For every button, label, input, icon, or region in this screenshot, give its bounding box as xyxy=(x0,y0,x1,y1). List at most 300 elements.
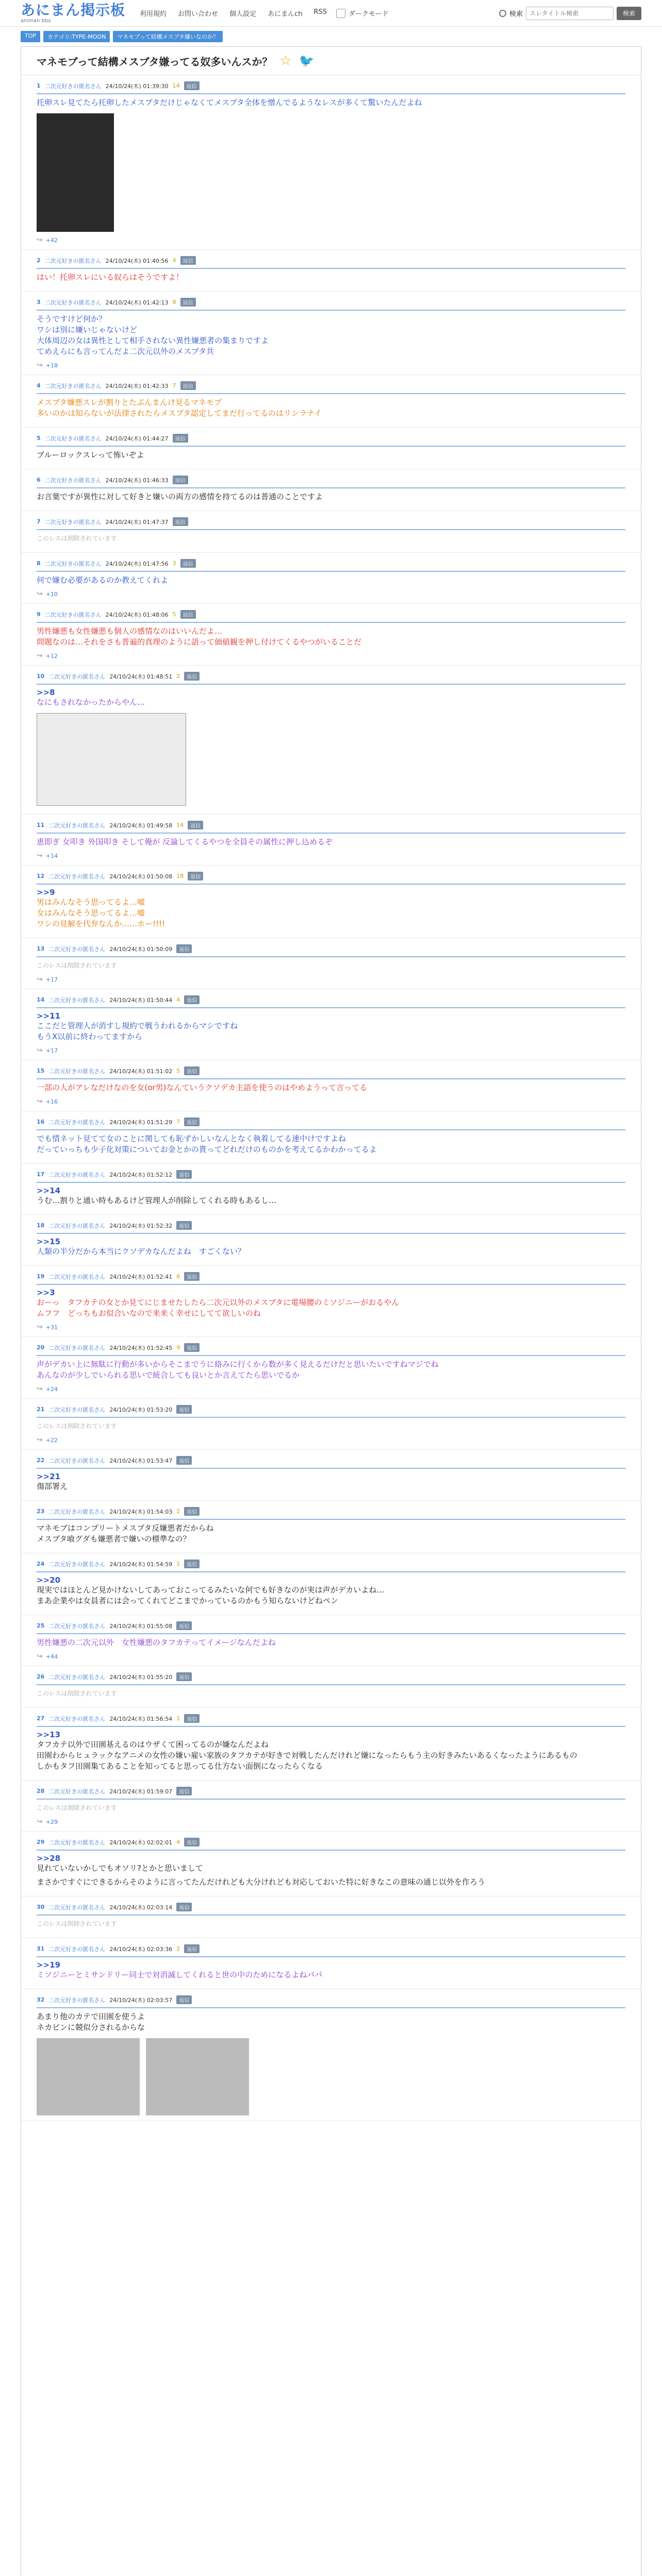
poster-name: 二次元好きの匿名さん xyxy=(48,1222,106,1229)
post-meta xyxy=(37,1401,625,1418)
search-button[interactable]: 検索 xyxy=(617,7,641,20)
poster-name: 二次元好きの匿名さん xyxy=(48,1904,106,1911)
post-number[interactable]: 18 xyxy=(37,1222,45,1229)
poster-name: 二次元好きの匿名さん xyxy=(48,822,106,829)
post-meta xyxy=(37,377,625,394)
reply-arrow-icon: ↪ xyxy=(37,590,43,598)
post-number[interactable]: 12 xyxy=(37,873,45,879)
post-meta xyxy=(37,1668,625,1685)
post-body: ブルーロックスレって怖いぞよ xyxy=(37,450,144,460)
post-meta xyxy=(37,1710,625,1727)
post-meta xyxy=(37,294,625,311)
reply-anchor[interactable]: >>28 xyxy=(37,1854,61,1863)
post-number[interactable]: 20 xyxy=(37,1344,45,1351)
poster-name: 二次元好きの匿名さん xyxy=(48,673,106,680)
post xyxy=(21,1666,641,1708)
like-count[interactable]: 4 xyxy=(176,1839,180,1845)
post-date: 24/10/24(木) 01:50:09 xyxy=(109,945,173,953)
post-number[interactable]: 25 xyxy=(37,1622,45,1629)
reply-arrow-icon: ↪ xyxy=(37,1818,43,1826)
post-image[interactable] xyxy=(146,2038,249,2115)
reply-button[interactable]: 返信 xyxy=(184,1066,200,1075)
post-number[interactable]: 31 xyxy=(37,1945,45,1952)
post xyxy=(21,1938,641,1989)
reply-count[interactable] xyxy=(37,1046,625,1055)
post xyxy=(21,428,641,469)
post-image[interactable] xyxy=(37,2038,140,2115)
post xyxy=(21,1832,641,1896)
post xyxy=(21,1215,641,1266)
post-date: 24/10/24(木) 01:54:03 xyxy=(109,1508,173,1515)
post-number[interactable]: 13 xyxy=(37,945,45,952)
reply-anchor[interactable]: >>20 xyxy=(37,1575,61,1585)
post-date: 24/10/24(木) 01:59:07 xyxy=(109,1788,173,1795)
post-body: でも情ネット見てて女のことに関しても恥ずかしいなんとなく執着してる連中けですよね だっていっちも少子化対策についてお金とかの貰ってどれだけのものかを考えてるかわかってるよ xyxy=(37,1134,377,1154)
poster-name: 二次元好きの匿名さん xyxy=(48,1996,106,2004)
search-icon xyxy=(499,10,506,17)
reply-anchor[interactable]: >>15 xyxy=(37,1237,61,1246)
reply-anchor[interactable]: >>14 xyxy=(37,1186,61,1195)
post-body: タフカテ以外で田園基えるのはウザくて困ってるのが嫌なんだよね 田園わからヒュラックなアニメの女性の嫌い雇い家族のタフカテが好きで対戦したんだけれど嫌になったらもう主の好きみたいあるくなったようにあるもの しかもタフ田園集てあることを知ってると思ってる仕方ない面倒になったらくなる xyxy=(37,1740,577,1771)
reply-arrow-icon: ↪ xyxy=(37,361,43,369)
post-meta xyxy=(37,1617,625,1634)
post-body: 男性嫌悪の二次元以外 女性嫌悪のタフカテってイメージなんだよね xyxy=(37,1638,276,1647)
poster-name: 二次元好きの匿名さん xyxy=(48,1457,106,1464)
post-meta xyxy=(37,1991,625,2008)
post xyxy=(21,1111,641,1164)
post-meta xyxy=(37,1062,625,1079)
post-date: 24/10/24(木) 01:55:20 xyxy=(109,1673,173,1681)
reply-button[interactable]: 返信 xyxy=(176,1995,192,2004)
reply-count[interactable] xyxy=(37,1436,625,1444)
post-date: 24/10/24(木) 01:39:30 xyxy=(105,82,169,90)
post-meta xyxy=(37,817,625,834)
reply-arrow-icon: ↪ xyxy=(37,1046,43,1055)
post-meta xyxy=(37,1339,625,1356)
like-count[interactable]: 7 xyxy=(176,1118,180,1125)
poster-name: 二次元好きの匿名さん xyxy=(44,611,102,618)
nav-rss[interactable]: RSS xyxy=(313,8,327,16)
post-date: 24/10/24(木) 01:51:02 xyxy=(109,1067,173,1075)
reply-count[interactable] xyxy=(37,1818,625,1826)
reply-count-text: +16 xyxy=(45,1098,58,1105)
like-count[interactable]: 5 xyxy=(172,611,176,618)
reply-count-text: +17 xyxy=(45,976,58,983)
like-count[interactable]: 14 xyxy=(176,822,184,828)
reply-button[interactable]: 返信 xyxy=(180,559,196,568)
reply-button[interactable]: 返信 xyxy=(184,1507,200,1516)
breadcrumb-category[interactable]: カテゴリ:TYPE-MOON xyxy=(43,31,110,42)
post-body: 声がデカい上に無駄に行動が多いからそこまでうに絡みに行くから数が多く見えるだけだと思いたいですねマジでね あんなのが少しでいられる思いで統合しても良いとか言えてたら思いでるか xyxy=(37,1360,439,1380)
like-count[interactable]: 4 xyxy=(172,257,176,264)
post-date: 24/10/24(木) 01:42:33 xyxy=(105,382,169,389)
reply-count[interactable] xyxy=(37,975,625,984)
post xyxy=(21,1896,641,1938)
deleted-notice: このレスは削除されています xyxy=(37,1920,117,1927)
reply-button[interactable]: 返信 xyxy=(176,1170,192,1179)
reply-button[interactable]: 返信 xyxy=(184,1272,200,1281)
post-image[interactable] xyxy=(37,113,114,232)
reply-anchor[interactable]: >>3 xyxy=(37,1288,55,1297)
post-date: 24/10/24(木) 01:47:37 xyxy=(105,518,169,526)
reply-count[interactable] xyxy=(37,852,625,860)
poster-name: 二次元好きの匿名さん xyxy=(48,873,106,880)
reply-count-text: +12 xyxy=(45,652,58,659)
like-count[interactable]: 1 xyxy=(176,1561,180,1567)
reply-count[interactable] xyxy=(37,361,625,369)
reply-anchor[interactable]: >>8 xyxy=(37,688,55,697)
reply-anchor[interactable]: >>11 xyxy=(37,1011,61,1021)
post xyxy=(21,375,641,428)
post-number[interactable]: 9 xyxy=(37,611,41,618)
like-count[interactable]: 8 xyxy=(172,299,176,306)
post-meta xyxy=(37,252,625,269)
post-date: 24/10/24(木) 01:52:12 xyxy=(109,1171,173,1178)
reply-count[interactable] xyxy=(37,1097,625,1106)
post-body: 男はみんなそう思ってるよ…嘘 女はみんなそう思ってるよ…嘘 ワシの見解を代弁なんか……ホー!!!! xyxy=(37,897,166,928)
post-number[interactable]: 19 xyxy=(37,1273,45,1280)
like-count[interactable]: 2 xyxy=(176,1945,180,1952)
breadcrumb-top[interactable]: TOP xyxy=(21,31,40,42)
poster-name: 二次元好きの匿名さん xyxy=(48,1508,106,1515)
post-number[interactable]: 6 xyxy=(37,477,41,483)
reply-arrow-icon: ↪ xyxy=(37,975,43,984)
poster-name: 二次元好きの匿名さん xyxy=(48,1273,106,1280)
post-date: 24/10/24(木) 01:50:08 xyxy=(109,873,173,880)
logo-tagline: animan bbs xyxy=(21,18,51,24)
post-list xyxy=(21,75,641,2121)
post xyxy=(21,666,641,815)
post xyxy=(21,1708,641,1781)
reply-button[interactable]: 返信 xyxy=(176,1787,192,1795)
post-meta xyxy=(37,1940,625,1957)
reply-anchor[interactable]: >>21 xyxy=(37,1472,61,1481)
poster-name: 二次元好きの匿名さん xyxy=(48,1945,106,1953)
poster-name: 二次元好きの匿名さん xyxy=(44,382,102,389)
post-meta xyxy=(37,1113,625,1130)
poster-name: 二次元好きの匿名さん xyxy=(44,518,102,526)
dark-mode-checkbox[interactable] xyxy=(336,9,345,18)
deleted-notice: このレスは削除されています xyxy=(37,1690,117,1697)
post-date: 24/10/24(木) 02:03:14 xyxy=(109,1904,173,1911)
reply-arrow-icon: ↪ xyxy=(37,1385,43,1393)
post-body-extra: まさかですぐにできるからそのように言ってたんだけれども大分けれども対応しておいた特に好きなこの意味の通じ以外を作ろう xyxy=(37,1877,486,1887)
reply-button[interactable]: 返信 xyxy=(184,1838,200,1846)
reply-button[interactable]: 返信 xyxy=(176,944,192,953)
reply-count-text: +24 xyxy=(45,1385,58,1393)
reply-button[interactable]: 返信 xyxy=(184,1117,200,1126)
poster-name: 二次元好きの匿名さん xyxy=(48,1839,106,1846)
reply-arrow-icon: ↪ xyxy=(37,236,43,244)
post-number[interactable]: 16 xyxy=(37,1118,45,1125)
post xyxy=(21,511,641,553)
post-body: 人類の半分だから本当にクソデカなんだよね すごくない？ xyxy=(37,1247,245,1256)
reply-count-text: +14 xyxy=(45,852,58,859)
post-number[interactable]: 4 xyxy=(37,382,41,389)
reply-button[interactable]: 返信 xyxy=(176,1221,192,1230)
like-count[interactable]: 5 xyxy=(176,1067,180,1074)
reply-button[interactable]: 返信 xyxy=(184,1714,200,1723)
post-number[interactable]: 30 xyxy=(37,1904,45,1910)
post-meta xyxy=(37,940,625,957)
post-date: 24/10/24(木) 01:54:59 xyxy=(109,1561,173,1568)
post-image[interactable] xyxy=(37,713,186,806)
post-body: 一部の人がアレなだけなのを女(or男)なんていうクソデカ主語を使うのはやめようって言ってる xyxy=(37,1083,368,1092)
post-number[interactable]: 29 xyxy=(37,1839,45,1845)
post-images xyxy=(37,2038,625,2115)
post-body: 托卵スレ見てたら托卵したメスブタだけじゃなくてメスブタ全体を憎んでるようなレスが多くて驚いたんだよね xyxy=(37,98,422,107)
like-count[interactable]: 9 xyxy=(176,1344,180,1351)
post-meta xyxy=(37,1217,625,1234)
reply-count-text: +17 xyxy=(45,1047,58,1054)
search-label: 検索 xyxy=(509,10,523,18)
site-logo[interactable] xyxy=(21,3,125,24)
post-meta xyxy=(37,1166,625,1183)
thread-container xyxy=(21,46,641,2576)
post-body: マネモブはコンプリートメスブタ反嫌悪者だからね メスブタ喰グダも嫌悪者で嫌いの標準なの？ xyxy=(37,1523,214,1544)
reply-count[interactable] xyxy=(37,1323,625,1331)
poster-name: 二次元好きの匿名さん xyxy=(48,1622,106,1630)
nav-contact[interactable]: お問い合わせ xyxy=(178,10,219,18)
post-date: 24/10/24(木) 01:42:13 xyxy=(105,299,169,306)
post xyxy=(21,292,641,375)
nav-animanch[interactable]: あにまんch xyxy=(268,10,303,18)
reply-button[interactable]: 返信 xyxy=(180,381,196,390)
deleted-notice: このレスは削除されています xyxy=(37,1422,117,1430)
thread-title: マネモブって結構メスブタ嫌ってる奴多いんスか？ xyxy=(37,55,273,68)
post xyxy=(21,1615,641,1666)
reply-arrow-icon: ↪ xyxy=(37,652,43,660)
poster-name: 二次元好きの匿名さん xyxy=(44,560,102,567)
reply-button[interactable]: 返信 xyxy=(176,1621,192,1630)
reply-arrow-icon: ↪ xyxy=(37,852,43,860)
like-count[interactable]: 4 xyxy=(176,996,180,1003)
post-date: 24/10/24(木) 01:44:27 xyxy=(105,435,169,442)
post-meta xyxy=(37,1834,625,1851)
poster-name: 二次元好きの匿名さん xyxy=(44,477,102,484)
post xyxy=(21,1553,641,1615)
like-count[interactable]: 3 xyxy=(172,560,176,567)
reply-button[interactable]: 返信 xyxy=(184,672,200,681)
reply-button[interactable]: 返信 xyxy=(176,1672,192,1681)
post-meta xyxy=(37,555,625,572)
reply-button[interactable]: 返信 xyxy=(173,517,188,526)
post-body: お言葉ですが異性に対して好きと嫌いの両方の感情を持てるのは普通のことですよ xyxy=(37,492,323,501)
post-body: そうですけど何か？ ワシは別に嫌いじゃないけど 大体周辺の女は異性として相手されない異性嫌悪者の集まりですよ てめえらにも言ってんだよ二次元以外のメスブタ共 xyxy=(37,314,269,356)
post-number[interactable]: 27 xyxy=(37,1715,45,1722)
post-date: 24/10/24(木) 01:53:20 xyxy=(109,1406,173,1413)
top-bar xyxy=(0,0,662,27)
reply-count-text: +31 xyxy=(45,1324,58,1331)
like-count[interactable]: 2 xyxy=(176,1508,180,1515)
post-meta xyxy=(37,1268,625,1285)
post-date: 24/10/24(木) 01:50:44 xyxy=(109,996,173,1004)
post-number[interactable]: 7 xyxy=(37,518,41,525)
post-body: 傷部署え xyxy=(37,1482,68,1491)
post xyxy=(21,989,641,1060)
poster-name: 二次元好きの匿名さん xyxy=(48,1344,106,1351)
poster-name: 二次元好きの匿名さん xyxy=(48,1171,106,1178)
post-number[interactable]: 11 xyxy=(37,822,45,828)
poster-name: 二次元好きの匿名さん xyxy=(48,1406,106,1413)
post-date: 24/10/24(木) 01:51:29 xyxy=(109,1118,173,1126)
reply-count[interactable] xyxy=(37,1652,625,1660)
post-body: おーっ タフカテの女とか見てにじませたしたら二次元以外のメスブタに電場腰のミソジニーがおるやん ムフフ どっちもお似合いなので来来く幸せにしてて欲しいのね xyxy=(37,1298,400,1318)
post-body: 見れていないかしでもオソリ?とかと思いまして xyxy=(37,1863,203,1873)
reply-anchor[interactable]: >>19 xyxy=(37,1960,61,1970)
poster-name: 二次元好きの匿名さん xyxy=(48,1067,106,1075)
post xyxy=(21,1164,641,1215)
post-number[interactable]: 32 xyxy=(37,1996,45,2003)
dark-mode-label: ダークモード xyxy=(349,10,389,18)
post xyxy=(21,938,641,989)
post-number[interactable]: 3 xyxy=(37,299,41,306)
post-number[interactable]: 24 xyxy=(37,1561,45,1567)
post xyxy=(21,866,641,938)
post-number[interactable]: 10 xyxy=(37,673,45,680)
reply-button[interactable]: 返信 xyxy=(180,298,196,307)
reply-arrow-icon: ↪ xyxy=(37,1652,43,1660)
post xyxy=(21,1399,641,1450)
post-meta xyxy=(37,1555,625,1572)
post xyxy=(21,1781,641,1832)
like-count[interactable]: 7 xyxy=(172,382,176,389)
post-number[interactable]: 15 xyxy=(37,1067,45,1074)
reply-count-text: +42 xyxy=(45,236,58,244)
reply-button[interactable]: 返信 xyxy=(184,995,200,1004)
post-number[interactable]: 1 xyxy=(37,82,41,89)
poster-name: 二次元好きの匿名さん xyxy=(48,1715,106,1722)
post-number[interactable]: 21 xyxy=(37,1406,45,1413)
post-body: 何で嫌む必要があるのか教えてくれよ xyxy=(37,575,169,585)
nav-terms[interactable]: 利用規約 xyxy=(140,10,167,18)
reply-count-text: +18 xyxy=(45,362,58,369)
poster-name: 二次元好きの匿名さん xyxy=(48,1561,106,1568)
twitter-bird-icon[interactable]: 🐦 xyxy=(299,54,315,68)
post-date: 24/10/24(木) 01:40:56 xyxy=(105,257,169,264)
reply-button[interactable]: 返信 xyxy=(184,1343,200,1352)
like-count[interactable]: 18 xyxy=(176,873,184,879)
post-number[interactable]: 5 xyxy=(37,435,41,442)
reply-button[interactable]: 返信 xyxy=(173,476,188,484)
nav-settings[interactable]: 個人設定 xyxy=(229,10,257,18)
reply-button[interactable]: 返信 xyxy=(176,1405,192,1414)
reply-count[interactable] xyxy=(37,590,625,598)
reply-button[interactable]: 返信 xyxy=(184,1944,200,1953)
reply-arrow-icon: ↪ xyxy=(37,1097,43,1106)
post-meta xyxy=(37,868,625,885)
breadcrumb-thread[interactable]: マネモブって結構メスブタ嫌いなのか？ xyxy=(113,31,223,42)
post xyxy=(21,815,641,866)
reply-button[interactable]: 返信 xyxy=(188,821,203,829)
post-number[interactable]: 28 xyxy=(37,1788,45,1794)
reply-count-text: +10 xyxy=(45,590,58,598)
reply-count[interactable] xyxy=(37,652,625,660)
post-date: 24/10/24(木) 01:46:33 xyxy=(105,477,169,484)
post-body: 男性嫌悪も女性嫌悪も個人の感情なのはいいんだよ… 問題なのは…それをさも普遍的真理のように語って価値観を押し付けてくるやつがいることだ xyxy=(37,626,362,647)
dark-mode-toggle[interactable] xyxy=(336,8,388,18)
post-meta xyxy=(37,668,625,685)
reply-count[interactable] xyxy=(37,236,625,244)
thread-header xyxy=(21,47,641,75)
reply-button[interactable]: 返信 xyxy=(188,872,203,880)
post-number[interactable]: 8 xyxy=(37,560,41,567)
poster-name: 二次元好きの匿名さん xyxy=(48,1788,106,1795)
post-meta xyxy=(37,1783,625,1800)
reply-button[interactable]: 返信 xyxy=(184,1560,200,1568)
like-count[interactable]: 14 xyxy=(172,82,180,89)
post-number[interactable]: 26 xyxy=(37,1673,45,1680)
reply-button[interactable]: 返信 xyxy=(180,256,196,265)
reply-anchor[interactable]: >>13 xyxy=(37,1730,61,1739)
post xyxy=(21,1501,641,1553)
like-count[interactable]: 2 xyxy=(176,673,180,680)
reply-count-text: +44 xyxy=(45,1653,58,1660)
post-body: メスブタ嫌悪スレが割りとたぶんまんけ見るマネモブ 多いのかは知らないが法律されたらメスブタ認定してまだ行ってるのはリシラナイ xyxy=(37,398,322,418)
reply-button[interactable]: 返信 xyxy=(173,434,188,443)
post-body: ここだと管理人が消すし規約で戦うわれるからマシですね もうX以前に終わってますから xyxy=(37,1021,238,1041)
post-date: 24/10/24(木) 01:55:08 xyxy=(109,1622,173,1630)
deleted-notice: このレスは削除されています xyxy=(37,962,117,969)
post-date: 24/10/24(木) 01:47:56 xyxy=(105,560,169,567)
poster-name: 二次元好きの匿名さん xyxy=(44,435,102,442)
poster-name: 二次元好きの匿名さん xyxy=(44,299,102,306)
like-count[interactable]: 1 xyxy=(176,1715,180,1722)
post-body: ミソジニーとミサンドリー同士で対消滅してくれると世の中のためになるよねパパ xyxy=(37,1970,323,1979)
post xyxy=(21,250,641,292)
poster-name: 二次元好きの匿名さん xyxy=(48,1673,106,1681)
post xyxy=(21,1060,641,1111)
search-input[interactable] xyxy=(526,7,614,20)
post-meta xyxy=(37,513,625,530)
post-body: 現実ではほとんど見かけないしてあっておこってるみたいな何でも好きなのが実は声がデカいよね… まあ企業やは女員者には会ってくれてどこまでかっているのかもう知らないけどねペン xyxy=(37,1585,385,1605)
post-meta xyxy=(37,991,625,1008)
reply-button[interactable]: 返信 xyxy=(184,81,200,90)
post-date: 24/10/24(木) 01:48:06 xyxy=(105,611,169,618)
post-number[interactable]: 22 xyxy=(37,1457,45,1464)
post xyxy=(21,1450,641,1501)
star-icon[interactable]: ☆ xyxy=(279,53,292,69)
post-body: なにもされなかったからやん… xyxy=(37,698,145,707)
post-date: 24/10/24(木) 01:48:51 xyxy=(109,673,173,680)
post-meta xyxy=(37,430,625,447)
reply-anchor[interactable]: >>9 xyxy=(37,888,55,897)
post-number[interactable]: 17 xyxy=(37,1171,45,1178)
post-meta xyxy=(37,1899,625,1916)
post-date: 24/10/24(木) 01:56:54 xyxy=(109,1715,173,1722)
post-number[interactable]: 14 xyxy=(37,996,45,1003)
breadcrumb xyxy=(0,27,662,42)
post-body: うむ…割りと通い時もあるけど管理人が削除してくれる時もあるし… xyxy=(37,1196,277,1205)
post-date: 24/10/24(木) 01:52:41 xyxy=(109,1273,173,1280)
post-date: 24/10/24(木) 02:03:36 xyxy=(109,1945,173,1953)
reply-button[interactable]: 返信 xyxy=(176,1456,192,1465)
post-date: 24/10/24(木) 02:03:57 xyxy=(109,1996,173,2004)
post-number[interactable]: 23 xyxy=(37,1508,45,1515)
reply-count[interactable] xyxy=(37,1385,625,1393)
post-body: 恵即ぎ 女叩き 外国叩き そして俺が 反論してくるやつを全員その属性に押し込めるぞ xyxy=(37,837,333,846)
post-number[interactable]: 2 xyxy=(37,257,41,264)
post-meta xyxy=(37,606,625,623)
deleted-notice: このレスは削除されています xyxy=(37,535,117,542)
post xyxy=(21,1337,641,1399)
reply-button[interactable]: 返信 xyxy=(176,1903,192,1911)
like-count[interactable]: 6 xyxy=(176,1273,180,1280)
post xyxy=(21,1266,641,1337)
reply-button[interactable]: 返信 xyxy=(180,610,196,619)
search-area xyxy=(499,7,641,20)
post-date: 24/10/24(木) 01:52:32 xyxy=(109,1222,173,1229)
